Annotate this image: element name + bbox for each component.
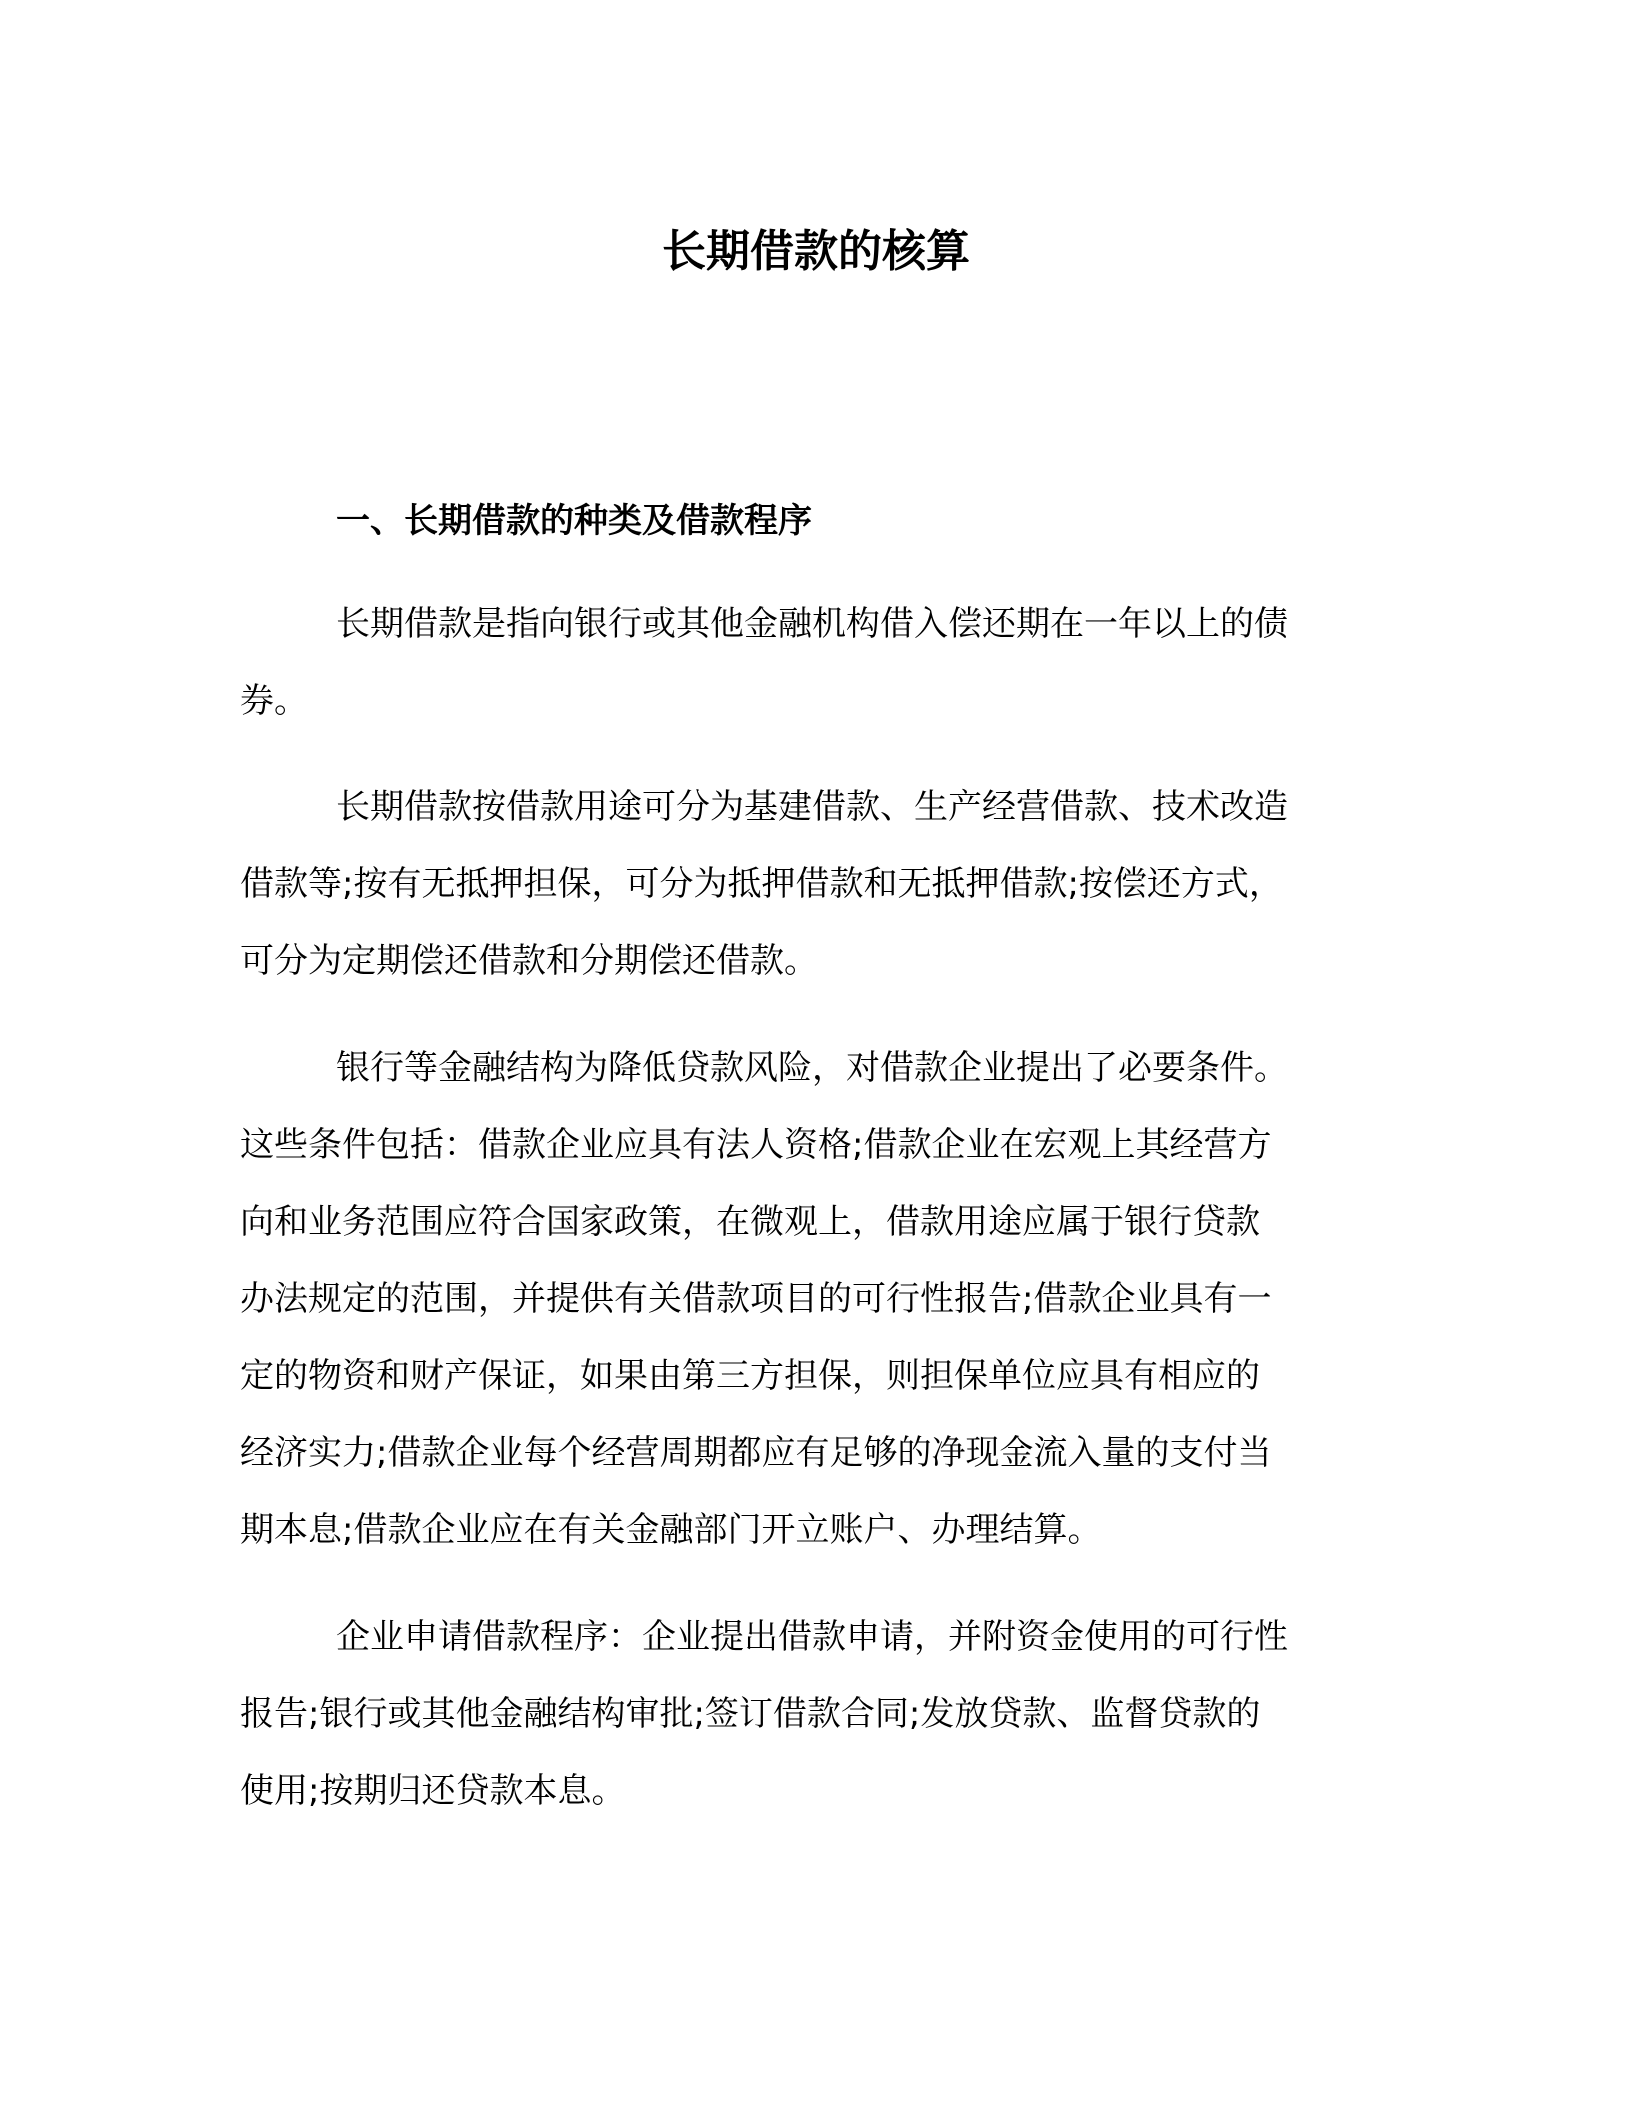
document-title: 长期借款的核算 <box>662 226 970 277</box>
paragraph-line: 报告;银行或其他金融结构审批;签订借款合同;发放贷款、监督贷款的 <box>240 1694 1261 1734</box>
paragraph-types <box>240 769 1380 1000</box>
paragraph-line: 这些条件包括：借款企业应具有法人资格;借款企业在宏观上其经营方 <box>240 1125 1272 1165</box>
paragraph-line: 长期借款按借款用途可分为基建借款、生产经营借款、技术改造 <box>336 787 1288 827</box>
paragraph-line: 定的物资和财产保证，如果由第三方担保，则担保单位应具有相应的 <box>240 1356 1260 1396</box>
paragraph-procedure <box>240 1599 1380 1830</box>
paragraph-line: 银行等金融结构为降低贷款风险，对借款企业提出了必要条件。 <box>336 1048 1288 1088</box>
paragraph-line: 经济实力;借款企业每个经营周期都应有足够的净现金流入量的支付当 <box>240 1433 1272 1473</box>
paragraph-line: 企业申请借款程序：企业提出借款申请，并附资金使用的可行性 <box>336 1617 1288 1657</box>
paragraph-line: 向和业务范围应符合国家政策，在微观上，借款用途应属于银行贷款 <box>240 1202 1260 1242</box>
paragraph-line: 办法规定的范围，并提供有关借款项目的可行性报告;借款企业具有一 <box>240 1279 1272 1319</box>
paragraph-line: 借款等;按有无抵押担保，可分为抵押借款和无抵押借款;按偿还方式， <box>240 864 1283 904</box>
paragraph-line: 期本息;借款企业应在有关金融部门开立账户、办理结算。 <box>240 1510 1102 1550</box>
paragraph-definition <box>240 586 1380 740</box>
paragraph-line: 券。 <box>240 681 308 721</box>
paragraph-line: 使用;按期归还贷款本息。 <box>240 1771 626 1811</box>
paragraph-line: 长期借款是指向银行或其他金融机构借入偿还期在一年以上的债 <box>336 604 1288 644</box>
paragraph-conditions <box>240 1030 1380 1569</box>
paragraph-line: 可分为定期偿还借款和分期偿还借款。 <box>240 941 818 981</box>
section-heading: 一、长期借款的种类及借款程序 <box>336 501 812 541</box>
